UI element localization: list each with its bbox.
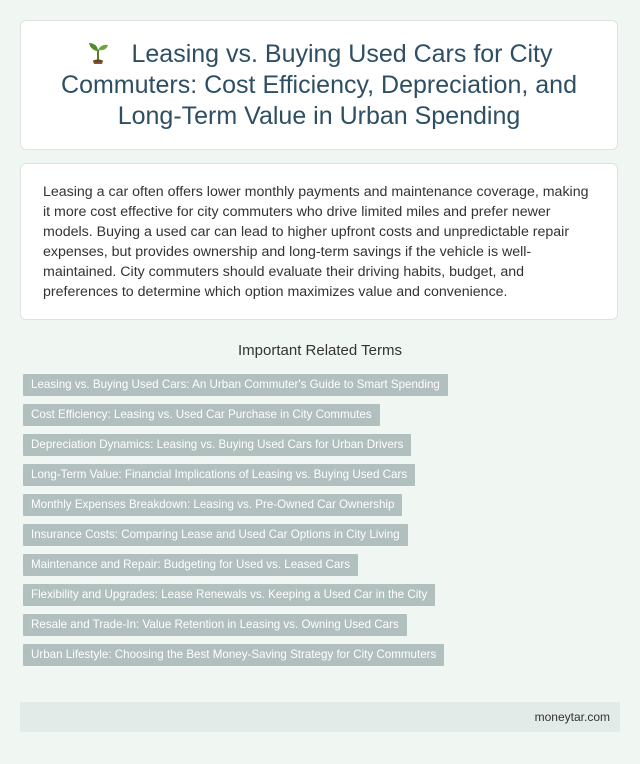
related-terms-list xyxy=(23,374,623,674)
related-term-link[interactable]: Depreciation Dynamics: Leasing vs. Buying Used Cars for Urban Drivers xyxy=(23,434,411,456)
related-term-link[interactable]: Monthly Expenses Breakdown: Leasing vs. Pre-Owned Car Ownership xyxy=(23,494,402,516)
related-term-link[interactable]: Long-Term Value: Financial Implications of Leasing vs. Buying Used Cars xyxy=(23,464,415,486)
related-term-link[interactable]: Flexibility and Upgrades: Lease Renewals vs. Keeping a Used Car in the City xyxy=(23,584,435,606)
related-term-link[interactable]: Maintenance and Repair: Budgeting for Used vs. Leased Cars xyxy=(23,554,358,576)
page-title-text: Leasing vs. Buying Used Cars for City Commuters: Cost Efficiency, Depreciation, and Long-Term Value in Urban Spending xyxy=(61,39,577,130)
page-title xyxy=(41,39,597,132)
seedling-icon xyxy=(85,39,111,65)
related-term-link[interactable]: Leasing vs. Buying Used Cars: An Urban Commuter's Guide to Smart Spending xyxy=(23,374,448,396)
summary-text: Leasing a car often offers lower monthly payments and maintenance coverage, making it more cost effective for city commuters who drive limited miles and prefer newer models. Buying a used car can lead to higher upfront costs and unpredictable repair expenses, but provides ownership and long-term savings if the vehicle is well-maintained. City commuters should evaluate their driving habits, budget, and preferences to determine which option maximizes value and convenience. xyxy=(43,184,589,300)
summary-card xyxy=(20,163,618,320)
title-card xyxy=(20,20,618,150)
related-term-link[interactable]: Resale and Trade-In: Value Retention in Leasing vs. Owning Used Cars xyxy=(23,614,407,636)
footer-site-link[interactable]: moneytar.com xyxy=(534,710,610,724)
related-term-link[interactable]: Urban Lifestyle: Choosing the Best Money-Saving Strategy for City Commuters xyxy=(23,644,444,666)
related-term-link[interactable]: Cost Efficiency: Leasing vs. Used Car Purchase in City Commutes xyxy=(23,404,380,426)
related-term-link[interactable]: Insurance Costs: Comparing Lease and Used Car Options in City Living xyxy=(23,524,408,546)
footer-bar xyxy=(20,702,620,732)
related-terms-heading: Important Related Terms xyxy=(238,342,402,359)
